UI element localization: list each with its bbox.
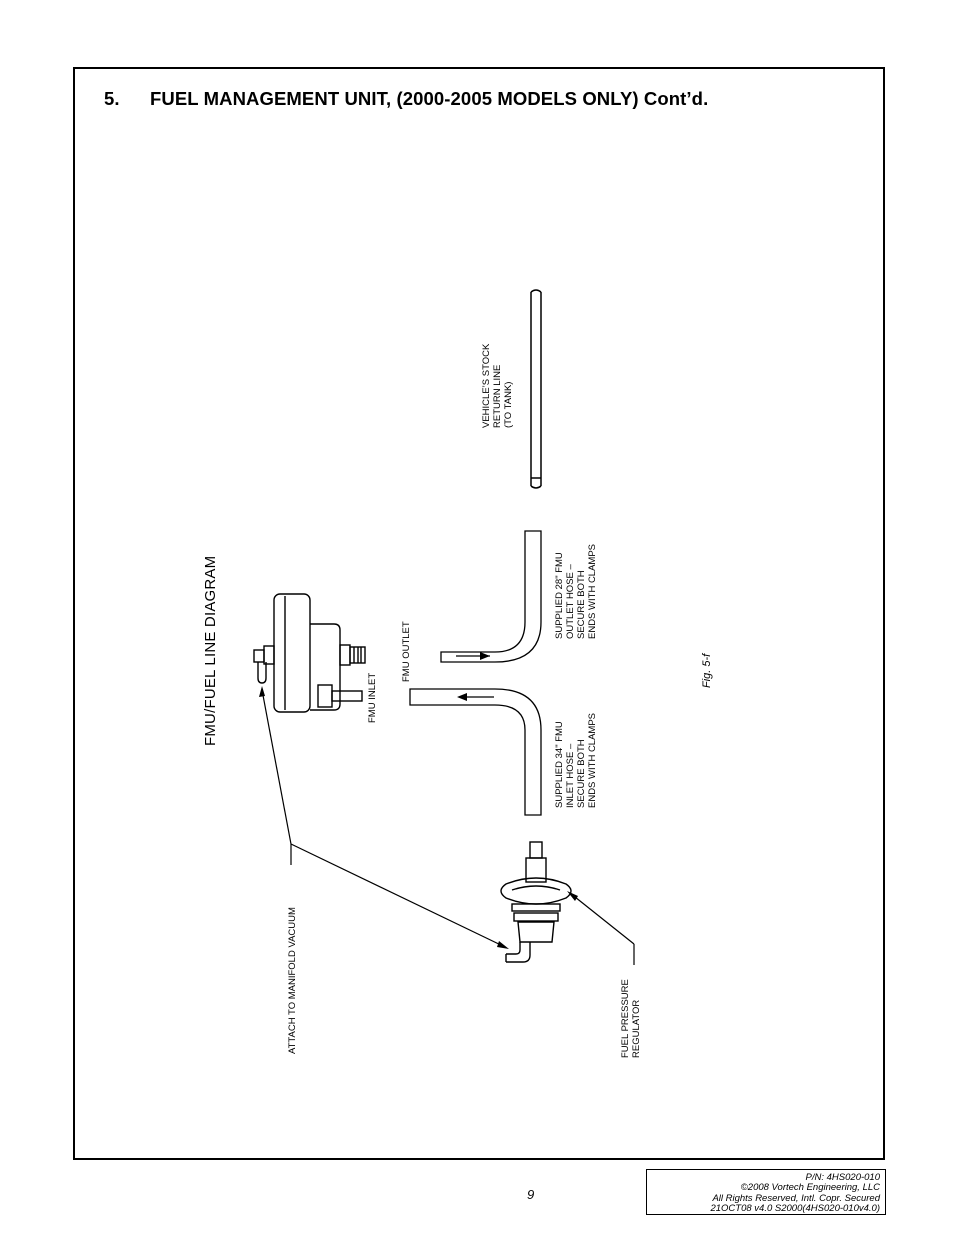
section-title: FUEL MANAGEMENT UNIT, (2000-2005 MODELS ONLY) Cont’d.: [150, 88, 709, 109]
figure-caption: Fig. 5-f: [701, 653, 713, 688]
label-manifold-vacuum: ATTACH TO MANIFOLD VACUUM: [287, 907, 298, 1054]
copyright-line: ©2008 Vortech Engineering, LLC: [740, 1182, 880, 1194]
label-fuel-pressure-regulator: FUEL PRESSURE REGULATOR: [620, 979, 642, 1058]
section-number: 5.: [104, 88, 120, 109]
fuel-pressure-regulator: [501, 842, 571, 962]
outlet-hose: [441, 531, 541, 662]
label-stock-return-line: VEHICLE’S STOCK RETURN LINE (TO TANK): [481, 343, 514, 428]
stock-return-line: [531, 290, 541, 488]
regulator-leader: [567, 891, 634, 965]
part-number: P/N: 4HS020-010: [805, 1172, 880, 1183]
label-fmu-outlet: FMU OUTLET: [401, 621, 412, 682]
page-number: 9: [527, 1187, 535, 1202]
label-inlet-hose: SUPPLIED 34" FMU INLET HOSE – SECURE BOTH ENDS WITH CLAMPS: [554, 712, 598, 808]
diagram-title: FMU/FUEL LINE DIAGRAM: [202, 555, 219, 746]
label-fmu-inlet: FMU INLET: [367, 672, 378, 723]
inlet-hose: [410, 689, 541, 815]
fmu-unit: [254, 594, 365, 712]
rights-line: All Rights Reserved, Intl. Copr. Secured: [712, 1192, 880, 1204]
revision-line: 21OCT08 v4.0 S2000(4HS020-010v4.0): [710, 1203, 880, 1215]
document-info-box: [646, 1169, 886, 1215]
label-outlet-hose: SUPPLIED 28" FMU OUTLET HOSE – SECURE BOTH ENDS WITH CLAMPS: [554, 543, 598, 639]
